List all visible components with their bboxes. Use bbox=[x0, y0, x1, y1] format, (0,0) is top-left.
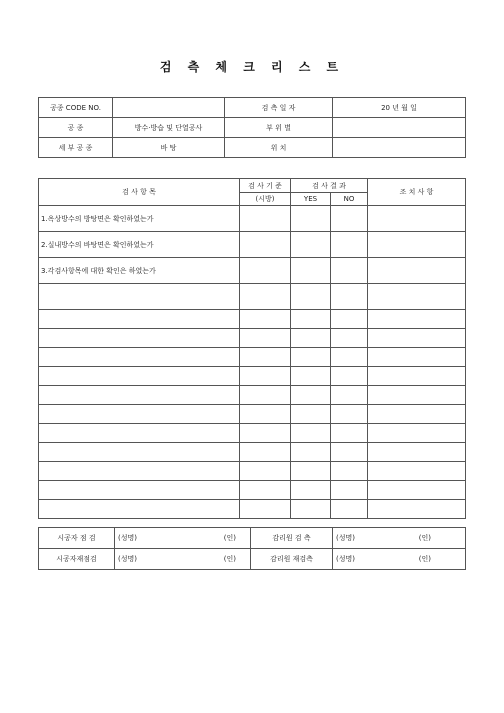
signature-row bbox=[39, 549, 466, 570]
table-row bbox=[39, 481, 466, 500]
action-cell[interactable] bbox=[368, 500, 466, 519]
inspection-item: 2.실내방수의 바탕면은 확인하였는가 bbox=[39, 232, 240, 258]
signature-field[interactable] bbox=[333, 528, 466, 549]
action-cell[interactable] bbox=[368, 284, 466, 310]
yes-cell[interactable] bbox=[291, 367, 331, 386]
standard-cell[interactable] bbox=[240, 481, 291, 500]
no-cell[interactable] bbox=[331, 443, 368, 462]
sub-work-type-field[interactable]: 바 탕 bbox=[113, 138, 225, 158]
standard-cell[interactable] bbox=[240, 284, 291, 310]
action-cell[interactable] bbox=[368, 405, 466, 424]
inspection-item[interactable] bbox=[39, 386, 240, 405]
no-cell[interactable] bbox=[331, 424, 368, 443]
signature-field[interactable] bbox=[115, 549, 251, 570]
table-row bbox=[39, 386, 466, 405]
yes-cell[interactable] bbox=[291, 481, 331, 500]
no-cell[interactable] bbox=[331, 500, 368, 519]
standard-cell[interactable] bbox=[240, 348, 291, 367]
signer-role-label: 시공자재점검 bbox=[39, 549, 115, 570]
name-label: (성명) bbox=[118, 555, 137, 563]
yes-cell[interactable] bbox=[291, 348, 331, 367]
no-cell[interactable] bbox=[331, 284, 368, 310]
col-no: NO bbox=[331, 193, 368, 206]
standard-cell[interactable] bbox=[240, 258, 291, 284]
col-standard-sub: (시방) bbox=[240, 193, 291, 206]
inspection-item[interactable] bbox=[39, 462, 240, 481]
standard-cell[interactable] bbox=[240, 443, 291, 462]
no-cell[interactable] bbox=[331, 386, 368, 405]
yes-cell[interactable] bbox=[291, 386, 331, 405]
table-row bbox=[39, 258, 466, 284]
signature-field[interactable] bbox=[333, 549, 466, 570]
header-label: 공 종 bbox=[39, 118, 113, 138]
signer-role-label: 감리원 검 측 bbox=[251, 528, 333, 549]
standard-cell[interactable] bbox=[240, 405, 291, 424]
yes-cell[interactable] bbox=[291, 500, 331, 519]
table-row bbox=[39, 424, 466, 443]
header-row bbox=[39, 98, 466, 118]
no-cell[interactable] bbox=[331, 405, 368, 424]
yes-cell[interactable] bbox=[291, 232, 331, 258]
inspection-item[interactable] bbox=[39, 367, 240, 386]
header-info-table bbox=[38, 97, 466, 158]
inspection-item[interactable] bbox=[39, 329, 240, 348]
standard-cell[interactable] bbox=[240, 500, 291, 519]
header-row bbox=[39, 118, 466, 138]
header-label: 세 부 공 종 bbox=[39, 138, 113, 158]
no-cell[interactable] bbox=[331, 481, 368, 500]
name-label: (성명) bbox=[336, 555, 355, 563]
inspection-item[interactable] bbox=[39, 424, 240, 443]
no-cell[interactable] bbox=[331, 348, 368, 367]
no-cell[interactable] bbox=[331, 206, 368, 232]
table-row bbox=[39, 284, 466, 310]
yes-cell[interactable] bbox=[291, 206, 331, 232]
action-cell[interactable] bbox=[368, 367, 466, 386]
standard-cell[interactable] bbox=[240, 232, 291, 258]
header-label: 부 위 별 bbox=[225, 118, 333, 138]
action-cell[interactable] bbox=[368, 481, 466, 500]
table-row bbox=[39, 500, 466, 519]
inspection-date-field[interactable]: 20 년 월 일 bbox=[333, 98, 466, 118]
part-field[interactable] bbox=[333, 118, 466, 138]
col-yes: YES bbox=[291, 193, 331, 206]
standard-cell[interactable] bbox=[240, 424, 291, 443]
seal-label: (인) bbox=[418, 555, 431, 563]
no-cell[interactable] bbox=[331, 329, 368, 348]
inspection-item[interactable] bbox=[39, 348, 240, 367]
action-cell[interactable] bbox=[368, 443, 466, 462]
table-row bbox=[39, 310, 466, 329]
inspection-item[interactable] bbox=[39, 481, 240, 500]
yes-cell[interactable] bbox=[291, 462, 331, 481]
standard-cell[interactable] bbox=[240, 462, 291, 481]
yes-cell[interactable] bbox=[291, 310, 331, 329]
seal-label: (인) bbox=[418, 534, 431, 542]
inspection-item: 3.각검사항목에 대한 확인은 하였는가 bbox=[39, 258, 240, 284]
table-row bbox=[39, 443, 466, 462]
yes-cell[interactable] bbox=[291, 329, 331, 348]
no-cell[interactable] bbox=[331, 462, 368, 481]
seal-label: (인) bbox=[223, 555, 236, 563]
table-row bbox=[39, 232, 466, 258]
action-cell[interactable] bbox=[368, 424, 466, 443]
table-row bbox=[39, 405, 466, 424]
name-label: (성명) bbox=[336, 534, 355, 542]
header-label: 검 측 일 자 bbox=[225, 98, 333, 118]
standard-cell[interactable] bbox=[240, 367, 291, 386]
work-type-field[interactable]: 방수·방습 및 단열공사 bbox=[113, 118, 225, 138]
table-row bbox=[39, 329, 466, 348]
action-cell[interactable] bbox=[368, 348, 466, 367]
no-cell[interactable] bbox=[331, 232, 368, 258]
yes-cell[interactable] bbox=[291, 443, 331, 462]
seal-label: (인) bbox=[223, 534, 236, 542]
standard-cell[interactable] bbox=[240, 386, 291, 405]
action-cell[interactable] bbox=[368, 206, 466, 232]
location-field[interactable] bbox=[333, 138, 466, 158]
inspection-checklist-table bbox=[38, 178, 466, 519]
yes-cell[interactable] bbox=[291, 258, 331, 284]
header-label: 위 치 bbox=[225, 138, 333, 158]
page-title: 검 측 체 크 리 스 트 bbox=[159, 60, 345, 74]
inspection-item[interactable] bbox=[39, 500, 240, 519]
table-row bbox=[39, 206, 466, 232]
standard-cell[interactable] bbox=[240, 206, 291, 232]
yes-cell[interactable] bbox=[291, 284, 331, 310]
inspection-item[interactable] bbox=[39, 310, 240, 329]
standard-cell[interactable] bbox=[240, 310, 291, 329]
action-cell[interactable] bbox=[368, 310, 466, 329]
action-cell[interactable] bbox=[368, 329, 466, 348]
action-cell[interactable] bbox=[368, 462, 466, 481]
action-cell[interactable] bbox=[368, 258, 466, 284]
signer-role-label: 시공자 점 검 bbox=[39, 528, 115, 549]
col-result: 검 사 결 과 bbox=[291, 179, 368, 193]
table-row bbox=[39, 348, 466, 367]
standard-cell[interactable] bbox=[240, 329, 291, 348]
inspection-item[interactable] bbox=[39, 284, 240, 310]
col-action: 조 치 사 항 bbox=[368, 179, 466, 206]
col-inspection-item: 검 사 항 목 bbox=[39, 179, 240, 206]
inspection-item[interactable] bbox=[39, 443, 240, 462]
inspection-item: 1.옥상방수의 방탕면은 확인하였는가 bbox=[39, 206, 240, 232]
col-standard: 검 사 기 준 bbox=[240, 179, 291, 193]
yes-cell[interactable] bbox=[291, 405, 331, 424]
no-cell[interactable] bbox=[331, 310, 368, 329]
action-cell[interactable] bbox=[368, 232, 466, 258]
name-label: (성명) bbox=[118, 534, 137, 542]
no-cell[interactable] bbox=[331, 367, 368, 386]
no-cell[interactable] bbox=[331, 258, 368, 284]
signature-row bbox=[39, 528, 466, 549]
signature-table bbox=[38, 527, 466, 570]
signer-role-label: 감리원 재검측 bbox=[251, 549, 333, 570]
header-row bbox=[39, 138, 466, 158]
signature-field[interactable] bbox=[115, 528, 251, 549]
table-row bbox=[39, 462, 466, 481]
checklist-header-row bbox=[39, 179, 466, 193]
table-row bbox=[39, 367, 466, 386]
yes-cell[interactable] bbox=[291, 424, 331, 443]
action-cell[interactable] bbox=[368, 386, 466, 405]
header-label: 공종 CODE NO. bbox=[39, 98, 113, 118]
inspection-item[interactable] bbox=[39, 405, 240, 424]
header-value-field[interactable] bbox=[113, 98, 225, 118]
